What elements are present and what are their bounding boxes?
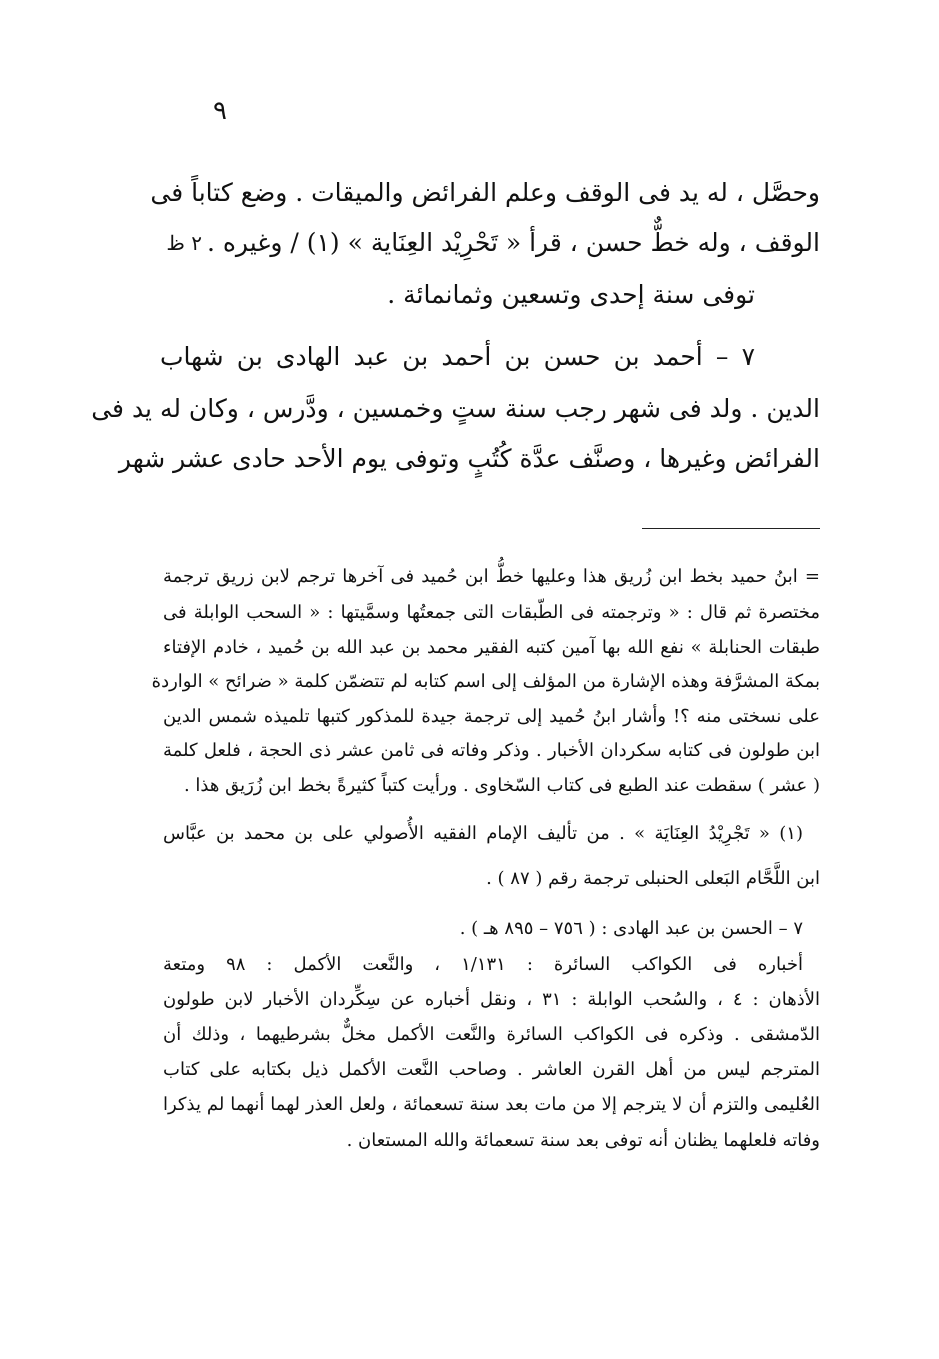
body-line: توفى سنة إحدى وتسعين وثمانمائة . (387, 280, 755, 309)
footnote-line: (١) « تَجْرِيْدُ العِنَايَة » . من تأليف الإمام الفقيه الأُصولي على بن محمد بن عبَّاس (163, 823, 803, 844)
footnote-line: المترجم ليس من أهل القرن العاشر . وصاحب النَّعت الأكمل ذيل بكتابه على كتاب (163, 1059, 820, 1080)
footnote-line: أخباره فى الكواكب السائرة : ١/١٣١ ، والنَّعت الأكمل : ٩٨ ومتعة (163, 954, 803, 975)
footnote-line: ٧ – الحسن بن عبد الهادى : ( ٧٥٦ – ٨٩٥ هـ ) . (459, 918, 803, 939)
page-number: ٩ (213, 96, 227, 126)
body-line: الوقف ، وله خطٌّ حسن ، قرأ « تَحْرِيْد العِنَاية » (١) / وغيره . (206, 228, 820, 257)
footnote-line: مختصرة ثم قال : « وترجمته فى الطّبقات التى جمعتُها وسمَّيتها : « السحب الوابلة فى (163, 602, 820, 623)
footnote-line: بمكة المشرَّفة وهذه الإشارة من المؤلف إلى اسم كتابه لم تتضمّن كلمة « ضرائح » الواردة (151, 671, 820, 692)
margin-note: ٢ ظ (166, 231, 202, 255)
footnote-line: طبقات الحنابلة » نفع الله بها آمين كتبه الفقير محمد بن عبد الله بن حُميد ، خادم الإفتاء (163, 637, 820, 658)
body-line: ٧ – أحمد بن حسن بن أحمد بن عبد الهادى بن شهاب (160, 342, 756, 371)
footnote-line: الأذهان : ٤ ، والسُحب الوابلة : ٣١ ، ونقل أخباره عن سِكِّردان الأخبار لابن طولون (163, 989, 820, 1010)
body-line: الفرائض وغيرها ، وصنَّف عدَّة كُتُبٍ وتوفى يوم الأحد حادى عشر شهر (118, 444, 820, 473)
footnote-line: ( عشر ) سقطت عند الطبع فى كتاب السّخاوى . ورأيت كتباً كثيرةً بخط ابن زُرَيق هذا . (183, 775, 820, 796)
footnote-line: الدّمشقى . وذكره فى الكواكب السائرة والنَّعت الأكمل مخلٌّ بشرطيهما ، وذلك أن (163, 1024, 820, 1045)
footnote-line: = ابنُ حميد بخط ابن زُريق هذا وعليها خطُّ ابن حُميد فى آخرها ترجم لابن زريق ترجمة (163, 566, 820, 587)
footnote-line: ابن طولون فى كتابه سكردان الأخبار . وذكر وفاته فى ثامن عشر ذى الحجة ، فلعل كلمة (163, 740, 820, 761)
footnote-line: وفاته فلعلهما يظنان أنه توفى بعد سنة تسعمائة والله المستعان . (346, 1130, 820, 1151)
footnote-line: العُليمى والتزم أن لا يترجم إلا من مات بعد سنة تسعمائة ، ولعل العذر لهما أنهما لم يذكرا (163, 1094, 820, 1115)
footnote-line: ابن اللَّحَّام البَعلى الحنبلى ترجمة رقم ( ٨٧ ) . (486, 868, 820, 889)
footnote-divider (642, 528, 820, 529)
body-line: الدين . ولد فى شهر رجب سنة ستٍ وخمسين ، ودَّرس ، وكان له يد فى (91, 394, 820, 423)
footnote-line: على نسختى منه ؟! وأشار ابنُ حُميد إلى ترجمة جيدة للمذكور كتبها تلميذه شمس الدين (163, 706, 820, 727)
body-line: وحصَّل ، له يد فى الوقف وعلم الفرائض والميقات . وضع كتاباً فى (150, 178, 820, 207)
